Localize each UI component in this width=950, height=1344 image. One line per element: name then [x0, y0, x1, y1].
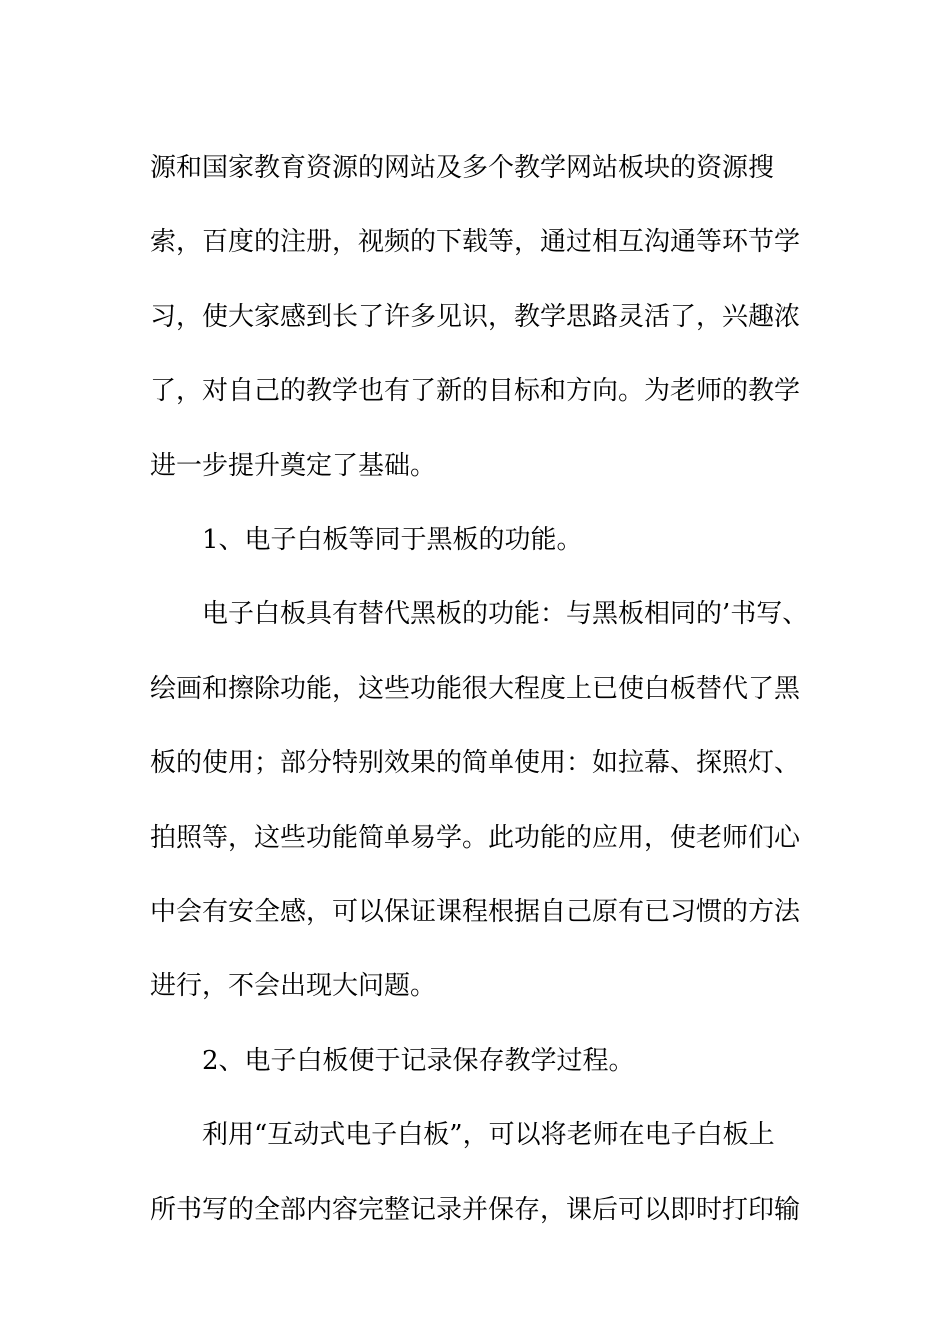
text-line: 绘画和擦除功能，这些功能很大程度上已使白板替代了黑: [150, 673, 801, 704]
text-line: 利用“互动式电子白板”，可以将老师在电子白板上: [202, 1120, 775, 1151]
section-heading: 1、电子白板等同于黑板的功能。: [202, 525, 583, 556]
text-line: 索，百度的注册，视频的下载等，通过相互沟通等环节学: [150, 227, 801, 258]
text-line: 进一步提升奠定了基础。: [150, 450, 437, 481]
text-line: 了，对自己的教学也有了新的目标和方向。为老师的教学: [150, 376, 801, 407]
text-line: 电子白板具有替代黑板的功能：与黑板相同的’书写、: [202, 599, 809, 630]
body-text: [150, 131, 809, 1247]
text-line: 进行，不会出现大问题。: [150, 971, 437, 1002]
text-line: 所书写的全部内容完整记录并保存，课后可以即时打印输: [150, 1194, 801, 1225]
section-heading: 2、电子白板便于记录保存教学过程。: [202, 1045, 635, 1076]
text-line: 中会有安全感，可以保证课程根据自己原有已习惯的方法: [150, 897, 801, 928]
text-line: 源和国家教育资源的网站及多个教学网站板块的资源搜: [150, 153, 775, 183]
text-line: 板的使用；部分特别效果的简单使用：如拉幕、探照灯、: [150, 748, 801, 779]
text-line: 拍照等，这些功能简单易学。此功能的应用，使老师们心: [150, 822, 801, 853]
text-line: 习，使大家感到长了许多见识，教学思路灵活了，兴趣浓: [150, 301, 801, 332]
